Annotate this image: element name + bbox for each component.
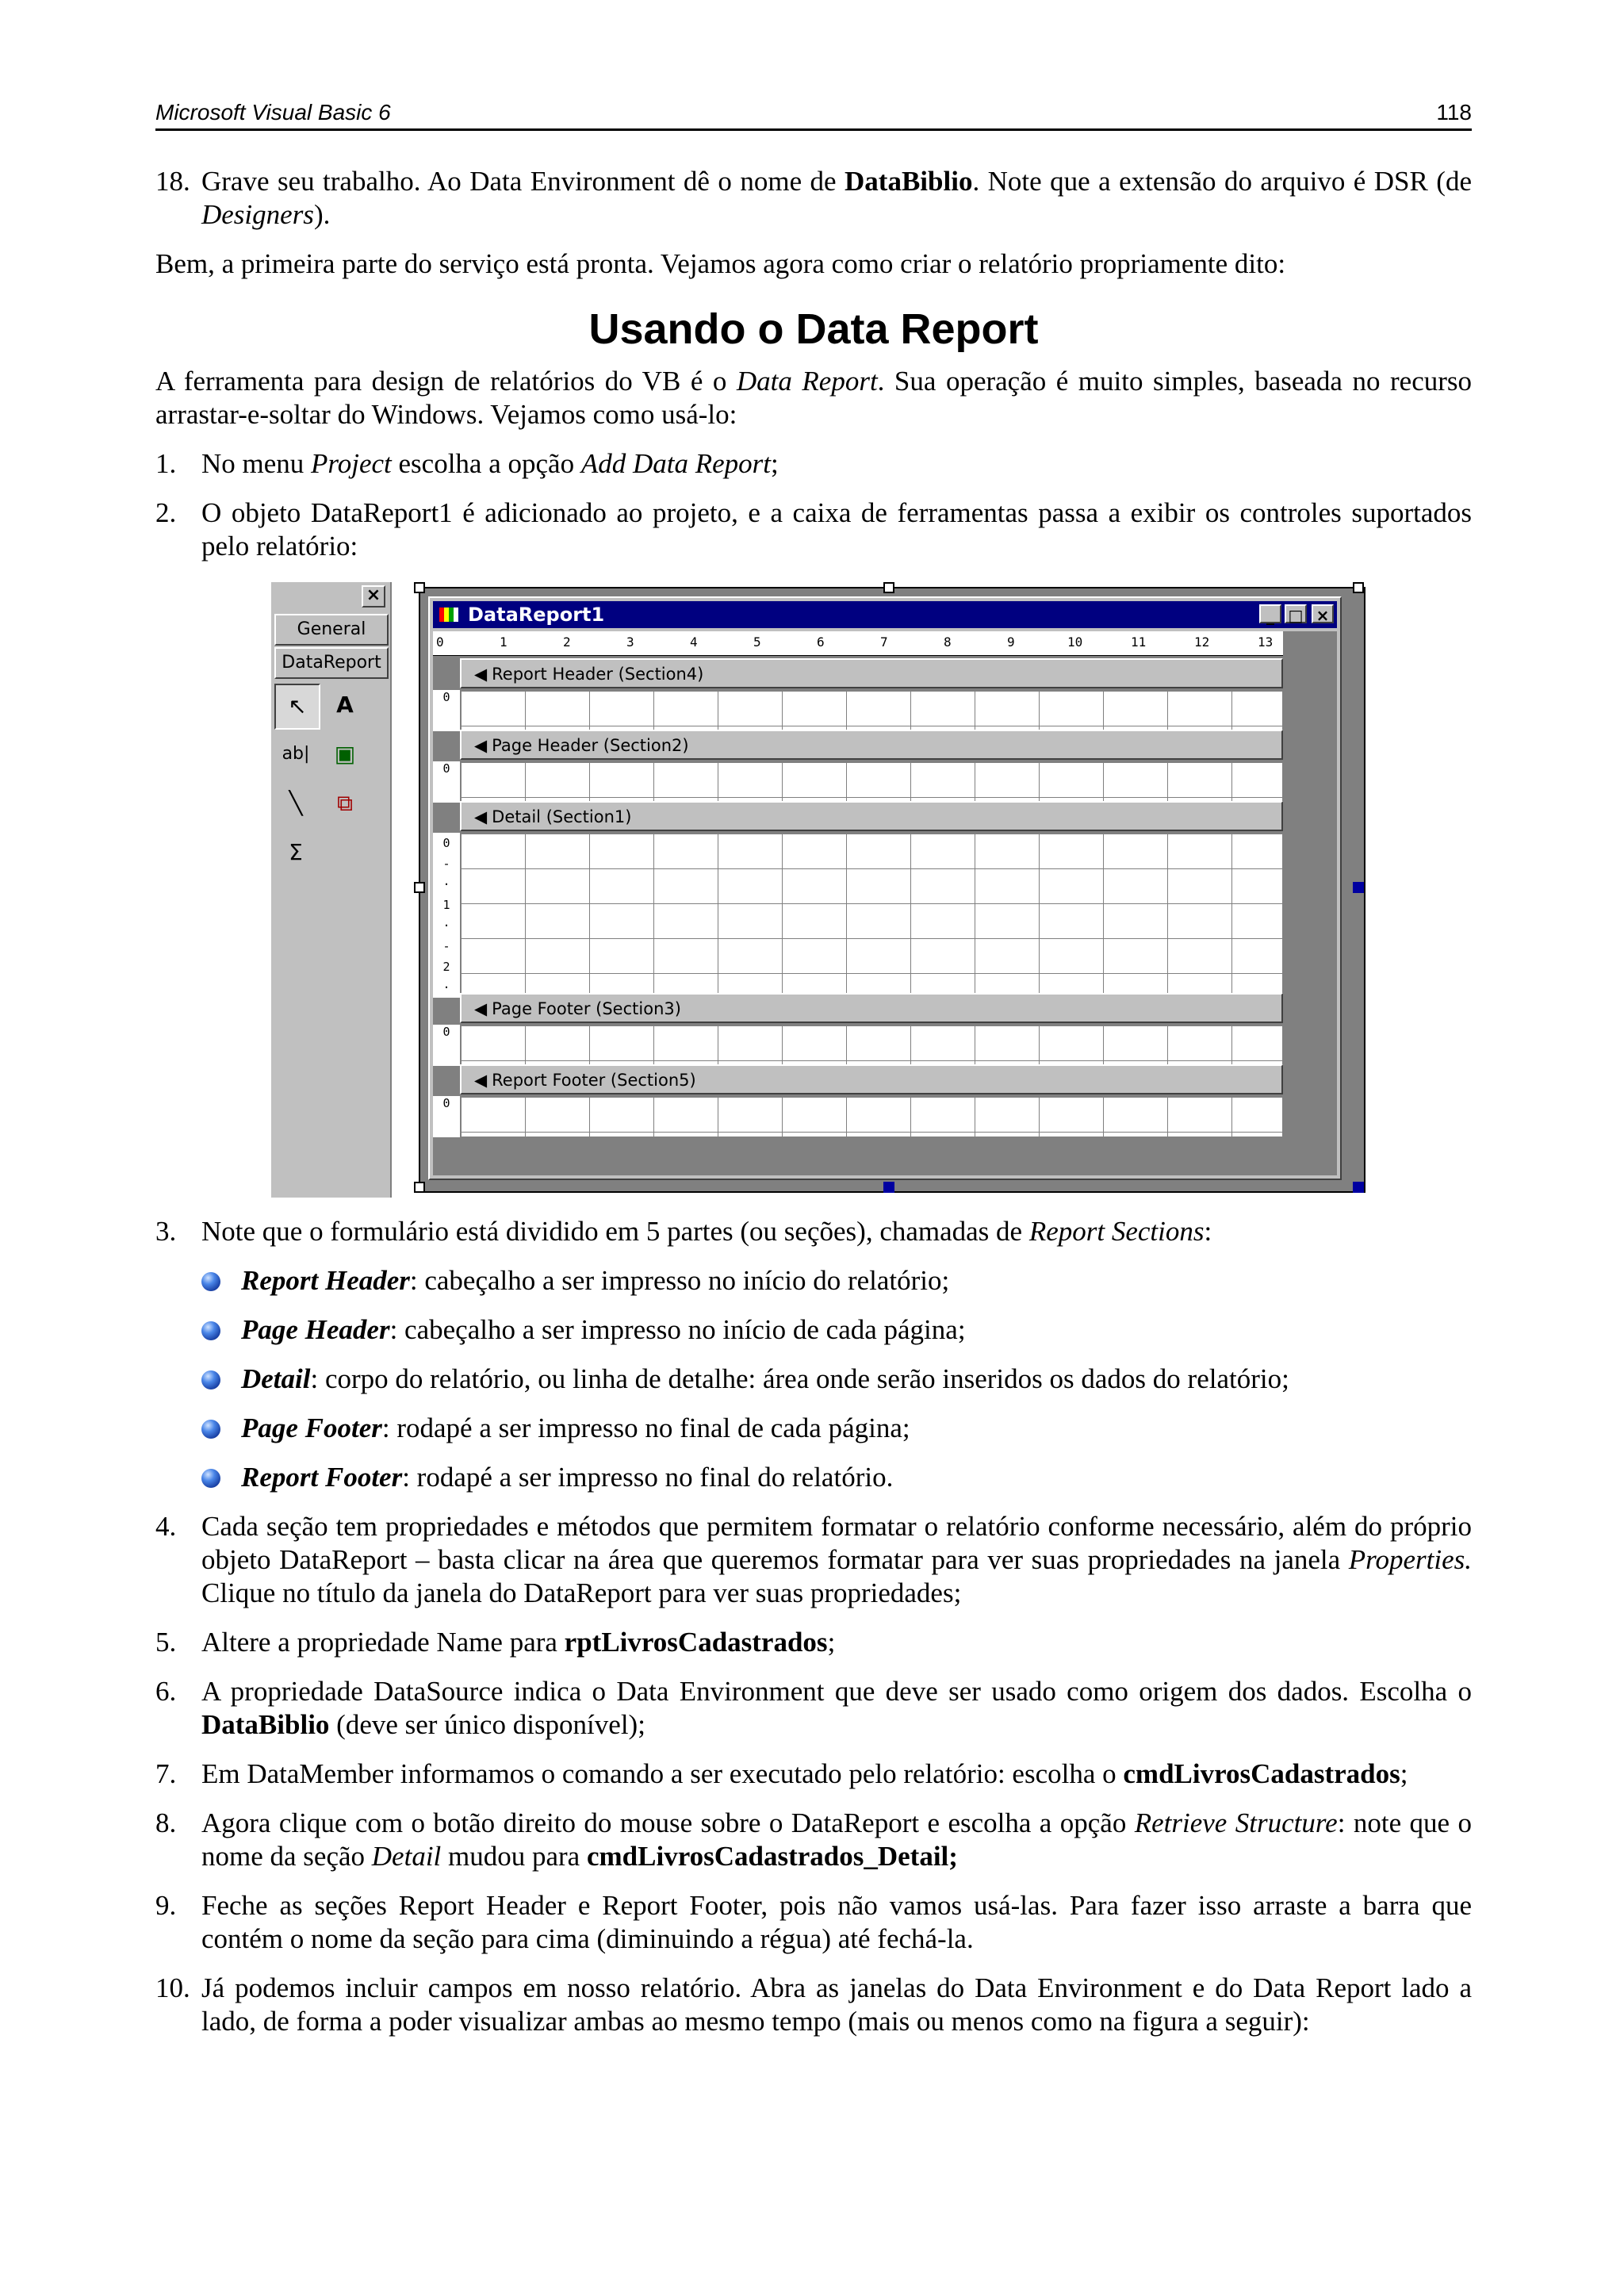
- step-number: 18.: [155, 166, 190, 197]
- ruler-label: 9: [1007, 634, 1015, 650]
- resize-handle[interactable]: [1353, 1182, 1364, 1193]
- step-18: 18. Grave seu trabalho. Ao Data Environment dê o nome de DataBiblio. Note que a extensão do arquivo é DSR (de Designers).: [155, 166, 1472, 230]
- list-item: Page Footer: rodapé a ser impresso no final de cada página;: [201, 1412, 1472, 1445]
- window-titlebar[interactable]: [433, 601, 1337, 628]
- page-header-grid[interactable]: [460, 761, 1283, 803]
- bullet-icon: [201, 1272, 220, 1291]
- section-bar-detail[interactable]: ◀ Detail (Section1): [460, 801, 1283, 831]
- step-5: 5. Altere a propriedade Name para rptLivrosCadastrados;: [155, 1627, 836, 1658]
- resize-handle[interactable]: [414, 882, 425, 893]
- ruler-label: 5: [753, 634, 761, 650]
- bullet-icon: [201, 1321, 220, 1340]
- report-header-grid[interactable]: [460, 690, 1283, 731]
- section-title: Usando o Data Report: [588, 305, 1039, 353]
- resize-handle[interactable]: [1353, 882, 1364, 893]
- ruler-label: 0: [436, 634, 444, 650]
- page-footer-grid[interactable]: [460, 1025, 1283, 1066]
- ruler-label: 12: [1194, 634, 1210, 650]
- sections-list: [201, 1264, 1472, 1494]
- list-item: Report Header: cabeçalho a ser impresso no início do relatório;: [201, 1264, 1472, 1297]
- step-6: 6. A propriedade DataSource indica o Data Environment que deve ser usado como origem dos dados. Escolha o DataBiblio (deve ser único disponível);: [155, 1676, 1472, 1740]
- step-7: 7. Em DataMember informamos o comando a ser executado pelo relatório: escolha o cmdLivrosCadastrados;: [155, 1758, 1408, 1789]
- step-10: 10. Já podemos incluir campos em nosso relatório. Abra as janelas do Data Environment e do Data Report lado a lado, de forma a poder visualizar ambas ao mesmo tempo (mais ou menos como na figura a seguir):: [155, 1972, 1472, 2037]
- ruler-label: 2: [563, 634, 571, 650]
- bullet-icon: [201, 1469, 220, 1488]
- resize-handle[interactable]: [414, 1182, 425, 1193]
- ruler-label: 6: [817, 634, 825, 650]
- vertical-ruler: 0: [433, 1025, 461, 1066]
- list-item: Report Footer: rodapé a ser impresso no final do relatório.: [201, 1461, 1472, 1494]
- rptimage-tool-icon[interactable]: ▣: [334, 741, 356, 767]
- window-close-button[interactable]: ×: [1312, 604, 1334, 623]
- page-content: [155, 165, 1472, 2054]
- intro-paragraph: Bem, a primeira parte do serviço está pronta. Vejamos agora como criar o relatório propriamente dito:: [155, 248, 1286, 279]
- page-number: 118: [1436, 100, 1472, 125]
- datareport-screenshot: [271, 579, 1373, 1198]
- bullet-icon: [201, 1370, 220, 1389]
- ruler-label: 7: [880, 634, 888, 650]
- window-title: DataReport1: [468, 604, 605, 626]
- close-icon[interactable]: ×: [362, 585, 385, 608]
- designer-area: [419, 587, 1365, 1193]
- tab-datareport[interactable]: DataReport: [274, 647, 389, 679]
- section-bar-page-footer[interactable]: ◀ Page Footer (Section3): [460, 993, 1283, 1023]
- resize-handle[interactable]: [414, 582, 425, 593]
- rpttextbox-tool-icon[interactable]: ab|: [282, 744, 310, 764]
- ruler-label: 3: [626, 634, 634, 650]
- ruler-label: 10: [1067, 634, 1083, 650]
- step-3: 3. Note que o formulário está dividido em 5 partes (ou seções), chamadas de Report Sections:: [155, 1216, 1212, 1247]
- ruler-label: 8: [944, 634, 952, 650]
- datareport-app-icon: [439, 608, 458, 622]
- vertical-ruler: 0 - · 1 · - 2 ·: [433, 833, 461, 998]
- ruler-label: 11: [1131, 634, 1147, 650]
- step-8: 8. Agora clique com o botão direito do mouse sobre o DataReport e escolha a opção Retrieve Structure: note que o nome da seção Detail mudou para cmdLivrosCadastrados_Detail;: [155, 1807, 1472, 1872]
- step-4: 4. Cada seção tem propriedades e métodos que permitem formatar o relatório conforme necessário, além do próprio objeto DataReport – basta clicar na área que queremos formatar para ver suas propriedades na janela Properties. Clique no título da janela do DataReport para ver suas propriedades;: [155, 1511, 1472, 1608]
- ruler-label: 4: [690, 634, 698, 650]
- resize-handle[interactable]: [883, 1182, 894, 1193]
- datareport-window: [428, 596, 1342, 1180]
- resize-handle[interactable]: [1353, 582, 1364, 593]
- horizontal-ruler: [433, 631, 1283, 656]
- rptfunction-tool-icon[interactable]: Σ: [289, 839, 303, 865]
- minimize-button[interactable]: _: [1259, 604, 1281, 623]
- tab-general[interactable]: General: [274, 614, 389, 646]
- step-1: 1. No menu Project escolha a opção Add Data Report;: [155, 448, 779, 479]
- page-header: [155, 94, 1472, 131]
- rptline-tool-icon[interactable]: ╲: [289, 790, 303, 816]
- running-title: Microsoft Visual Basic 6: [155, 100, 391, 125]
- rptlabel-tool-icon[interactable]: A: [336, 692, 354, 718]
- step-9: 9. Feche as seções Report Header e Report Footer, pois não vamos usá-las. Para fazer isso arraste a barra que contém o nome da seção para cima (diminuindo a régua) até fechá-la.: [155, 1890, 1472, 1954]
- ruler-label: 1: [500, 634, 508, 650]
- section-bar-report-header[interactable]: ◀ Report Header (Section4): [460, 658, 1283, 688]
- rptshape-tool-icon[interactable]: ⧉: [337, 790, 353, 816]
- section-bar-report-footer[interactable]: ◀ Report Footer (Section5): [460, 1064, 1283, 1094]
- report-footer-grid[interactable]: [460, 1096, 1283, 1137]
- section-bar-page-header[interactable]: ◀ Page Header (Section2): [460, 730, 1283, 760]
- list-item: Page Header: cabeçalho a ser impresso no início de cada página;: [201, 1313, 1472, 1347]
- maximize-button[interactable]: □: [1285, 604, 1307, 623]
- step-2: 2. O objeto DataReport1 é adicionado ao projeto, e a caixa de ferramentas passa a exibir os controles suportados pelo relatório:: [155, 497, 1472, 562]
- tool-paragraph: A ferramenta para design de relatórios do VB é o Data Report. Sua operação é muito simples, baseada no recurso arrastar-e-soltar do Windows. Vejamos como usá-lo:: [155, 366, 1472, 430]
- vertical-ruler: 0: [433, 690, 461, 731]
- ruler-label: 13: [1258, 634, 1274, 650]
- bullet-icon: [201, 1420, 220, 1439]
- toolbox-panel: [271, 582, 392, 1198]
- resize-handle[interactable]: [883, 582, 894, 593]
- vertical-ruler: 0: [433, 761, 461, 803]
- detail-grid[interactable]: [460, 833, 1283, 998]
- pointer-tool-icon[interactable]: ↖: [274, 684, 320, 730]
- list-item: Detail: corpo do relatório, ou linha de detalhe: área onde serão inseridos os dados do relatório;: [201, 1363, 1472, 1396]
- vertical-ruler: 0: [433, 1096, 461, 1137]
- report-canvas: [433, 631, 1337, 1175]
